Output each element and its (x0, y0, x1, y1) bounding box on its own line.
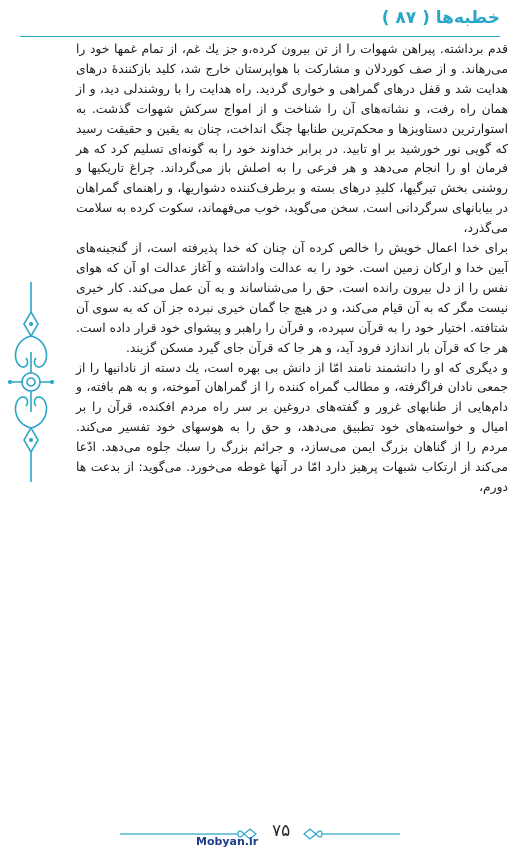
side-ornament-icon (6, 282, 56, 482)
paragraph: برای خدا اعمال خویش را خالص كرده آن چنان كه خدا پذیرفته است، از گنجینه‌های آیین خدا و اركان زمین است. خود را به عدالت واداشته و آغاز عدالت او آن كه هوای نفس را از دل بیرون رانده است. حق را می‌شناساند و به آن عمل می‌كند. كار خیری نیست مگر كه به آن قیام می‌كند، و در هیچ جا گمان خیری نبرده جز آن كه به سوی آن شتافته. اختیار خود را به قرآن سپرده، و قرآن را راهبر و پیشوای خود قرار داده است. هر جا كه قرآن بار اندازد فرود آید، و هر جا كه قرآن جای گیرد مسكن گزیند. (76, 241, 508, 355)
paragraph: و دیگری كه او را دانشمند نامند امّا از دانش بی بهره است، یك دسته از نادانیها را از جمعی نادان فراگرفته، و مطالب گمراه كننده را از گمراهان آموخته، و به هم بافته، و دام‌هایی از طنابهای غرور و گفته‌های دروغین بر سر راه مردم افكنده، قرآن را بر امیال و خواسته‌های خود تطبیق می‌دهد، و حق را به هوسهای خود تفسیر می‌كند. مردم را از گناهان بزرگ ایمن می‌سازد، و جرائم بزرگ را سبك جلوه می‌دهد. ادّعا می‌كند از ارتكاب شبهات پرهیز دارد امّا در آنها غوطه می‌خورد. می‌گوید: از بدعت ها دورم، (76, 360, 508, 494)
header-divider (20, 36, 500, 37)
site-watermark: Mobyan.ir (196, 835, 259, 848)
page-header (0, 0, 520, 38)
page-number: ۷۵ (272, 821, 291, 841)
paragraph: قدم برداشته. پیراهن شهوات را از تن بیرون کرده،و جز یك غم، از تمام غمها خود را می‌رهاند. و از صف كوردلان و مشاركت با هواپرستان خارج شد، كلید بازكنندهٔ درهای هدایت شد و قفل درهای گمراهی و خواری گردید. راه هدایت را با روشندلی دید، و از همان راه رفت، و نشانه‌های آن را شناخت و از امواج سركش شهوات گذشت. به استوارترین دستاویزها و محكم‌ترین طنابها چنگ انداخت، چنان به یقین و حقیقت رسید كه گویی نور خورشید بر او تابید. در برابر خداوند خود را به گونه‌ای تسلیم كرد كه هر فرمان او را انجام می‌دهد و هر فرعی را به اصلش باز می‌گرداند. چراغ تاریكیها و روشنی بخش تیرگیها، كلیدِ درهای بسته و برطرف‌كننده دشواریها، و راهنمای گمراهان در بیابانهای سرگردانی است. سخن می‌گوید، خوب می‌فهماند، سكوت كرده به سلامت می‌گذرد، (76, 42, 508, 236)
footer-ornament-right-icon (300, 827, 400, 841)
page-footer (0, 815, 520, 855)
body-text (76, 40, 508, 498)
chapter-title: خطبه‌ها ( ۸۷ ) (381, 8, 500, 28)
